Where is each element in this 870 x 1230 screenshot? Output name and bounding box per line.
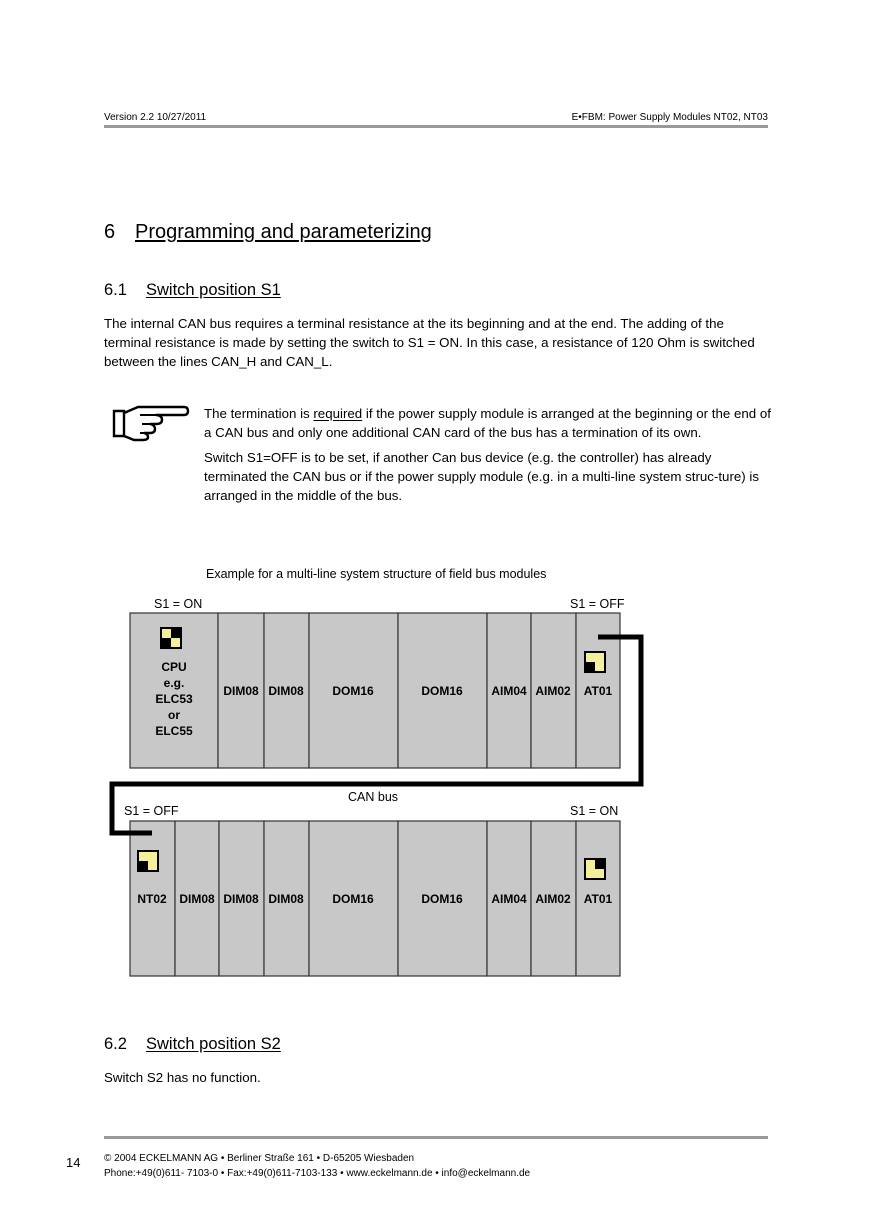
header-version: Version 2.2 10/27/2011 xyxy=(104,112,207,123)
row1-label-aim04: AIM04 xyxy=(491,684,527,698)
row2-label-aim04: AIM04 xyxy=(491,892,527,906)
cpu-label-line-3: ELC53 xyxy=(155,692,193,706)
switch-on-icon xyxy=(584,858,606,880)
note-p1-before: The termination is xyxy=(204,406,314,421)
bottom-right-switch-label: S1 = ON xyxy=(570,804,619,818)
switch-on-icon xyxy=(160,627,182,649)
footer-line-2: Phone:+49(0)611- 7103-0 • Fax:+49(0)611-7103-133 • www.eckelmann.de • info@eckelmann.de xyxy=(104,1168,531,1179)
row1-label-dom16-b: DOM16 xyxy=(421,684,463,698)
note-paragraph-2: Switch S1=OFF is to be set, if another Can bus device (e.g. the controller) has already terminated the CAN bus or if the power supply module (e.g. in a multi-line system struc-ture) is arranged in the middle of the bus. xyxy=(204,450,759,503)
row1-label-at01: AT01 xyxy=(583,684,613,698)
note-p1-after: if the power supply module is arranged at the beginning or the end of a CAN bus and only one additional CAN card of the bus has a termination of its own. xyxy=(204,406,771,440)
row2-label-dom16-a: DOM16 xyxy=(332,892,374,906)
section-6-1-title: Switch position S1 xyxy=(146,281,281,299)
footer-text xyxy=(104,1151,530,1181)
footer-line-1: © 2004 ECKELMANN AG • Berliner Straße 161 • D-65205 Wiesbaden xyxy=(104,1153,415,1164)
row2-label-dom16-b: DOM16 xyxy=(421,892,463,906)
bottom-left-switch-label: S1 = OFF xyxy=(124,804,179,818)
top-left-switch-label: S1 = ON xyxy=(154,597,203,611)
row2-label-at01: AT01 xyxy=(583,892,613,906)
cpu-label-line-2: e.g. xyxy=(163,676,185,690)
row2-label-dim08-b: DIM08 xyxy=(223,892,259,906)
row2-label-aim02: AIM02 xyxy=(535,892,571,906)
row2-label-nt02: NT02 xyxy=(137,892,167,906)
section-6-1-number: 6.1 xyxy=(104,281,127,299)
row1-label-dim08-a: DIM08 xyxy=(223,684,259,698)
top-right-switch-label: S1 = OFF xyxy=(570,597,625,611)
diagram-caption: Example for a multi-line system structure of field bus modules xyxy=(206,567,547,581)
page-number: 14 xyxy=(66,1155,81,1170)
row2-label-dim08-c: DIM08 xyxy=(268,892,304,906)
section-6-2-heading xyxy=(104,1035,281,1054)
section-6-title: Programming and parameterizing xyxy=(135,221,432,243)
cpu-label-line-1: CPU xyxy=(161,660,187,674)
row2-label-dim08-a: DIM08 xyxy=(179,892,215,906)
row1-label-dom16-a: DOM16 xyxy=(332,684,374,698)
section-6-2-title: Switch position S2 xyxy=(146,1035,281,1053)
section-6-2-number: 6.2 xyxy=(104,1035,127,1053)
cpu-label-line-4: or xyxy=(168,708,180,722)
footer-rule xyxy=(104,1136,768,1139)
section-6-number: 6 xyxy=(104,221,116,243)
note-p1-emphasis: required xyxy=(313,406,363,421)
section-6-2-body: Switch S2 has no function. xyxy=(104,1070,261,1085)
row1-label-aim02: AIM02 xyxy=(535,684,571,698)
switch-off-icon xyxy=(137,850,159,872)
header-doc-title: E•FBM: Power Supply Modules NT02, NT03 xyxy=(571,112,768,123)
can-bus-label: CAN bus xyxy=(348,790,399,804)
switch-off-icon xyxy=(584,651,606,673)
section-6-1-body: The internal CAN bus requires a terminal resistance at the its beginning and at the end. The adding of the terminal resistance is made by setting the switch to S1 = ON. In this case, a resistance of 120 Ohm is switched between the lines CAN_H and CAN_L. xyxy=(104,316,755,369)
cpu-label-line-5: ELC55 xyxy=(155,724,193,738)
row1-label-dim08-b: DIM08 xyxy=(268,684,304,698)
